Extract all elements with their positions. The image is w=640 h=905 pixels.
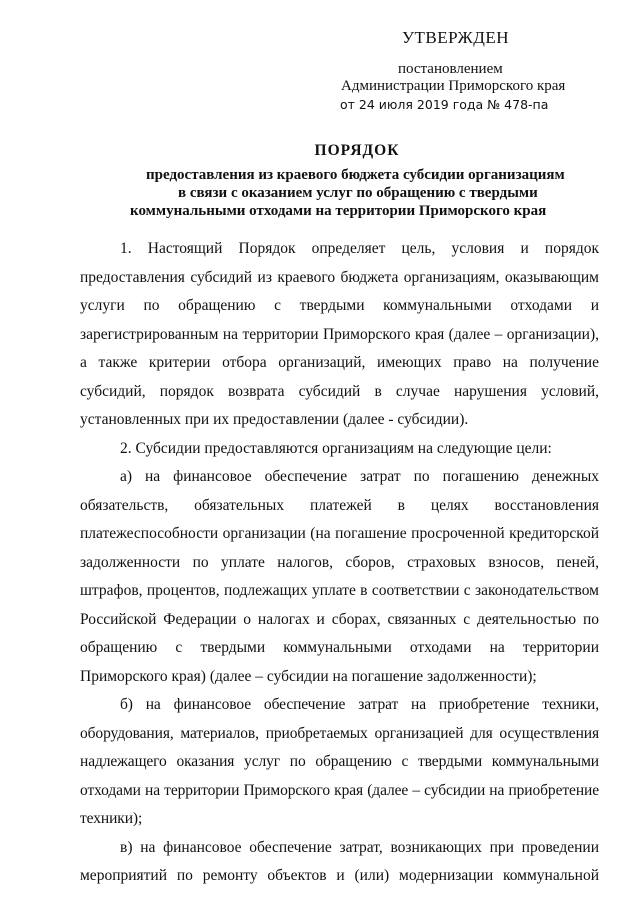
document-title: ПОРЯДОК <box>314 142 400 159</box>
paragraph-1: 1. Настоящий Порядок определяет цель, условия и порядок предоставления субсидий из краевого бюджета организациям, оказывающим услуги по обращению с твердыми коммунальными отходами и зарегистрированным на территории Приморского края (далее – организации), а также критерии отбора организаций, имеющих право на получение субсидий, порядок возврата субсидий в случае нарушения условий, установленных при их предоставлении (далее - субсидии). <box>80 240 599 428</box>
document-subtitle-line: предоставления из краевого бюджета субсидии организациям <box>146 167 565 183</box>
approval-stamp <box>0 0 640 120</box>
approval-title: УТВЕРЖДЕН <box>402 28 509 47</box>
paragraph-2b: б) на финансовое обеспечение затрат на приобретение техники, оборудования, материалов, приобретаемых организацией для осуществления надлежащего оказания услуг по обращению с твердыми коммунальными отходами на территории Приморского края (далее – субсидии на приобретение техники); <box>80 696 599 827</box>
approval-authority: Администрации Приморского края <box>341 78 566 94</box>
approval-date-number: от 24 июля 2019 года № 478-па <box>340 97 549 112</box>
document-body <box>80 235 599 891</box>
paragraph-2a: а) на финансовое обеспечение затрат по погашению денежных обязательств, обязательных платежей в целях восстановления платежеспособности организации (на погашение просроченной кредиторской задолженности по уплате налогов, сборов, страховых взносов, пеней, штрафов, процентов, подлежащих уплате в соответствии с законодательством Российской Федерации о налогах и сборах, связанных с деятельностью по обращению с твердыми коммунальными отходами на территории Приморского края) (далее – субсидии на погашение задолженности); <box>80 468 599 685</box>
document-subtitle-line: в связи с оказанием услуг по обращению с твердыми <box>178 185 538 201</box>
approval-resolution-label: постановлением <box>398 61 503 77</box>
paragraph-2c: в) на финансовое обеспечение затрат, возникающих при проведении мероприятий по ремонту объектов и (или) модернизации коммунальной <box>80 838 599 884</box>
document-subtitle-line: коммунальными отходами на территории Приморского края <box>130 203 547 219</box>
paragraph-2: 2. Субсидии предоставляются организациям на следующие цели: <box>120 439 552 457</box>
document-heading <box>0 142 640 220</box>
